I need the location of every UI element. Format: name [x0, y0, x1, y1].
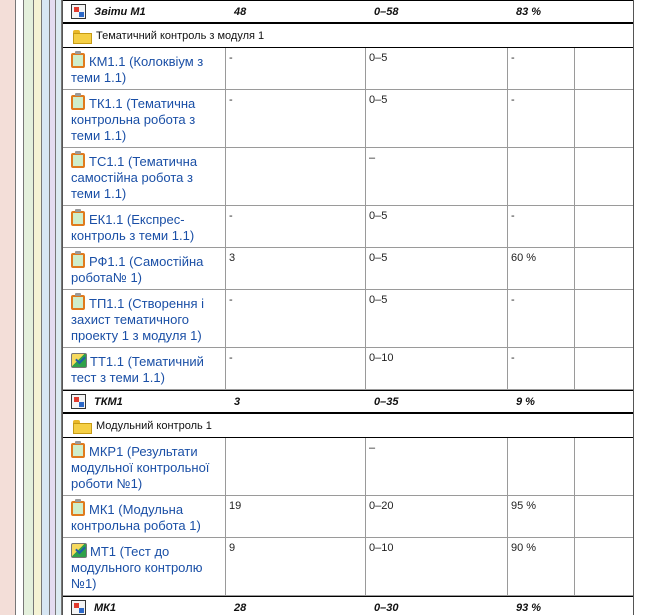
- total-percent: 9 %: [516, 395, 535, 408]
- grade-item-row: [63, 438, 633, 496]
- assignment-icon: [71, 253, 85, 268]
- grade-value: 3: [226, 248, 366, 289]
- grade-empty-cell: [575, 438, 635, 495]
- grade-range: 0–5: [366, 48, 508, 89]
- grade-empty-cell: [575, 48, 635, 89]
- grade-value: 9: [226, 538, 366, 595]
- grade-percent: 60 %: [508, 248, 575, 289]
- total-name-cell: [63, 4, 226, 19]
- assignment-icon: [71, 211, 85, 226]
- grade-item-row: [63, 206, 633, 248]
- grade-item-name-cell: [63, 438, 226, 495]
- grade-range: 0–10: [366, 538, 508, 595]
- category-total-icon: [71, 394, 86, 409]
- grade-item-link[interactable]: ТК1.1 (Тематична контрольна робота з теми 1.1): [71, 96, 196, 143]
- grade-empty-cell: [575, 248, 635, 289]
- grade-item-row: [63, 90, 633, 148]
- grade-empty-cell: [575, 348, 635, 389]
- total-name: МК1: [94, 601, 117, 614]
- grade-value: -: [226, 348, 366, 389]
- total-range: 0–30: [374, 601, 399, 614]
- total-range: 0–58: [374, 5, 399, 18]
- grade-item-row: [63, 496, 633, 538]
- grade-value: -: [226, 90, 366, 147]
- grade-item-name-cell: [63, 248, 226, 289]
- category-total-icon: [71, 600, 86, 615]
- grade-value: -: [226, 290, 366, 347]
- assignment-icon: [71, 295, 85, 310]
- total-row: [63, 390, 633, 414]
- grade-range: 0–20: [366, 496, 508, 537]
- grade-value: 19: [226, 496, 366, 537]
- total-grade: 28: [234, 601, 247, 614]
- grade-empty-cell: [575, 496, 635, 537]
- total-range: 0–35: [374, 395, 399, 408]
- grade-item-name-cell: [63, 348, 226, 389]
- grade-percent: 90 %: [508, 538, 575, 595]
- indent-stripes: [0, 0, 62, 615]
- indent-stripe: [34, 0, 42, 615]
- grade-percent: -: [508, 348, 575, 389]
- total-grade: 48: [234, 5, 247, 18]
- grade-value: -: [226, 206, 366, 247]
- grade-range: –: [366, 438, 508, 495]
- grade-item-link[interactable]: МК1 (Модульна контрольна робота 1): [71, 502, 201, 533]
- category-cell: [63, 30, 633, 42]
- grade-item-link[interactable]: ТП1.1 (Створення і захист тематичного проекту 1 з модуля 1): [71, 296, 204, 343]
- grade-range: 0–5: [366, 206, 508, 247]
- grade-item-row: [63, 148, 633, 206]
- folder-icon: [73, 30, 90, 42]
- grade-percent: 95 %: [508, 496, 575, 537]
- grade-item-row: [63, 248, 633, 290]
- total-row: [63, 596, 633, 615]
- grade-item-row: [63, 48, 633, 90]
- grade-range: –: [366, 148, 508, 205]
- grade-empty-cell: [575, 290, 635, 347]
- grade-percent: -: [508, 90, 575, 147]
- assignment-icon: [71, 95, 85, 110]
- grade-item-row: [63, 538, 633, 596]
- grade-item-link[interactable]: МКР1 (Результати модульної контрольної роботи №1): [71, 444, 210, 491]
- total-percent: 93 %: [516, 601, 542, 614]
- grade-range: 0–5: [366, 248, 508, 289]
- total-percent: 83 %: [516, 5, 542, 18]
- grade-item-row: [63, 348, 633, 390]
- grade-item-link[interactable]: МТ1 (Тест до модульного контролю №1): [71, 544, 203, 591]
- grade-percent: [508, 438, 575, 495]
- grade-item-name-cell: [63, 48, 226, 89]
- grade-item-link[interactable]: ЕК1.1 (Експрес-контроль з теми 1.1): [71, 212, 195, 243]
- grade-item-name-cell: [63, 290, 226, 347]
- grade-item-name-cell: [63, 90, 226, 147]
- total-name-cell: [63, 394, 226, 409]
- grade-value: [226, 438, 366, 495]
- total-row: [63, 0, 633, 24]
- grade-item-link[interactable]: РФ1.1 (Самостійна робота№ 1): [71, 254, 204, 285]
- assignment-icon: [71, 153, 85, 168]
- grade-empty-cell: [575, 148, 635, 205]
- grade-item-name-cell: [63, 538, 226, 595]
- grade-range: 0–5: [366, 90, 508, 147]
- grade-range: 0–5: [366, 290, 508, 347]
- indent-stripe: [24, 0, 34, 615]
- quiz-icon: [71, 353, 87, 368]
- grade-percent: [508, 148, 575, 205]
- category-row: [63, 414, 633, 438]
- grade-item-row: [63, 290, 633, 348]
- grade-percent: -: [508, 206, 575, 247]
- category-cell: [63, 420, 633, 432]
- grade-item-link[interactable]: ТТ1.1 (Тематичний тест з теми 1.1): [71, 354, 204, 385]
- grade-item-link[interactable]: КМ1.1 (Колоквіум з теми 1.1): [71, 54, 204, 85]
- assignment-icon: [71, 53, 85, 68]
- grade-empty-cell: [575, 206, 635, 247]
- gradebook-table: [62, 0, 634, 615]
- grade-percent: -: [508, 290, 575, 347]
- grade-item-link[interactable]: ТС1.1 (Тематична самостійна робота з теми 1.1): [71, 154, 198, 201]
- grade-value: [226, 148, 366, 205]
- grade-item-name-cell: [63, 148, 226, 205]
- category-name: Тематичний контроль з модуля 1: [96, 29, 265, 42]
- category-name: Модульний контроль 1: [96, 419, 212, 432]
- indent-stripe: [42, 0, 50, 615]
- grade-empty-cell: [575, 90, 635, 147]
- total-name: Звіти М1: [94, 5, 146, 18]
- assignment-icon: [71, 443, 85, 458]
- category-row: [63, 24, 633, 48]
- grade-range: 0–10: [366, 348, 508, 389]
- quiz-icon: [71, 543, 87, 558]
- grade-item-name-cell: [63, 496, 226, 537]
- grade-value: -: [226, 48, 366, 89]
- indent-stripe: [0, 0, 16, 615]
- grade-item-name-cell: [63, 206, 226, 247]
- total-name: ТКМ1: [94, 395, 123, 408]
- assignment-icon: [71, 501, 85, 516]
- category-total-icon: [71, 4, 86, 19]
- total-grade: 3: [234, 395, 241, 408]
- grade-percent: -: [508, 48, 575, 89]
- folder-icon: [73, 420, 90, 432]
- total-name-cell: [63, 600, 226, 615]
- grade-empty-cell: [575, 538, 635, 595]
- indent-stripe: [16, 0, 24, 615]
